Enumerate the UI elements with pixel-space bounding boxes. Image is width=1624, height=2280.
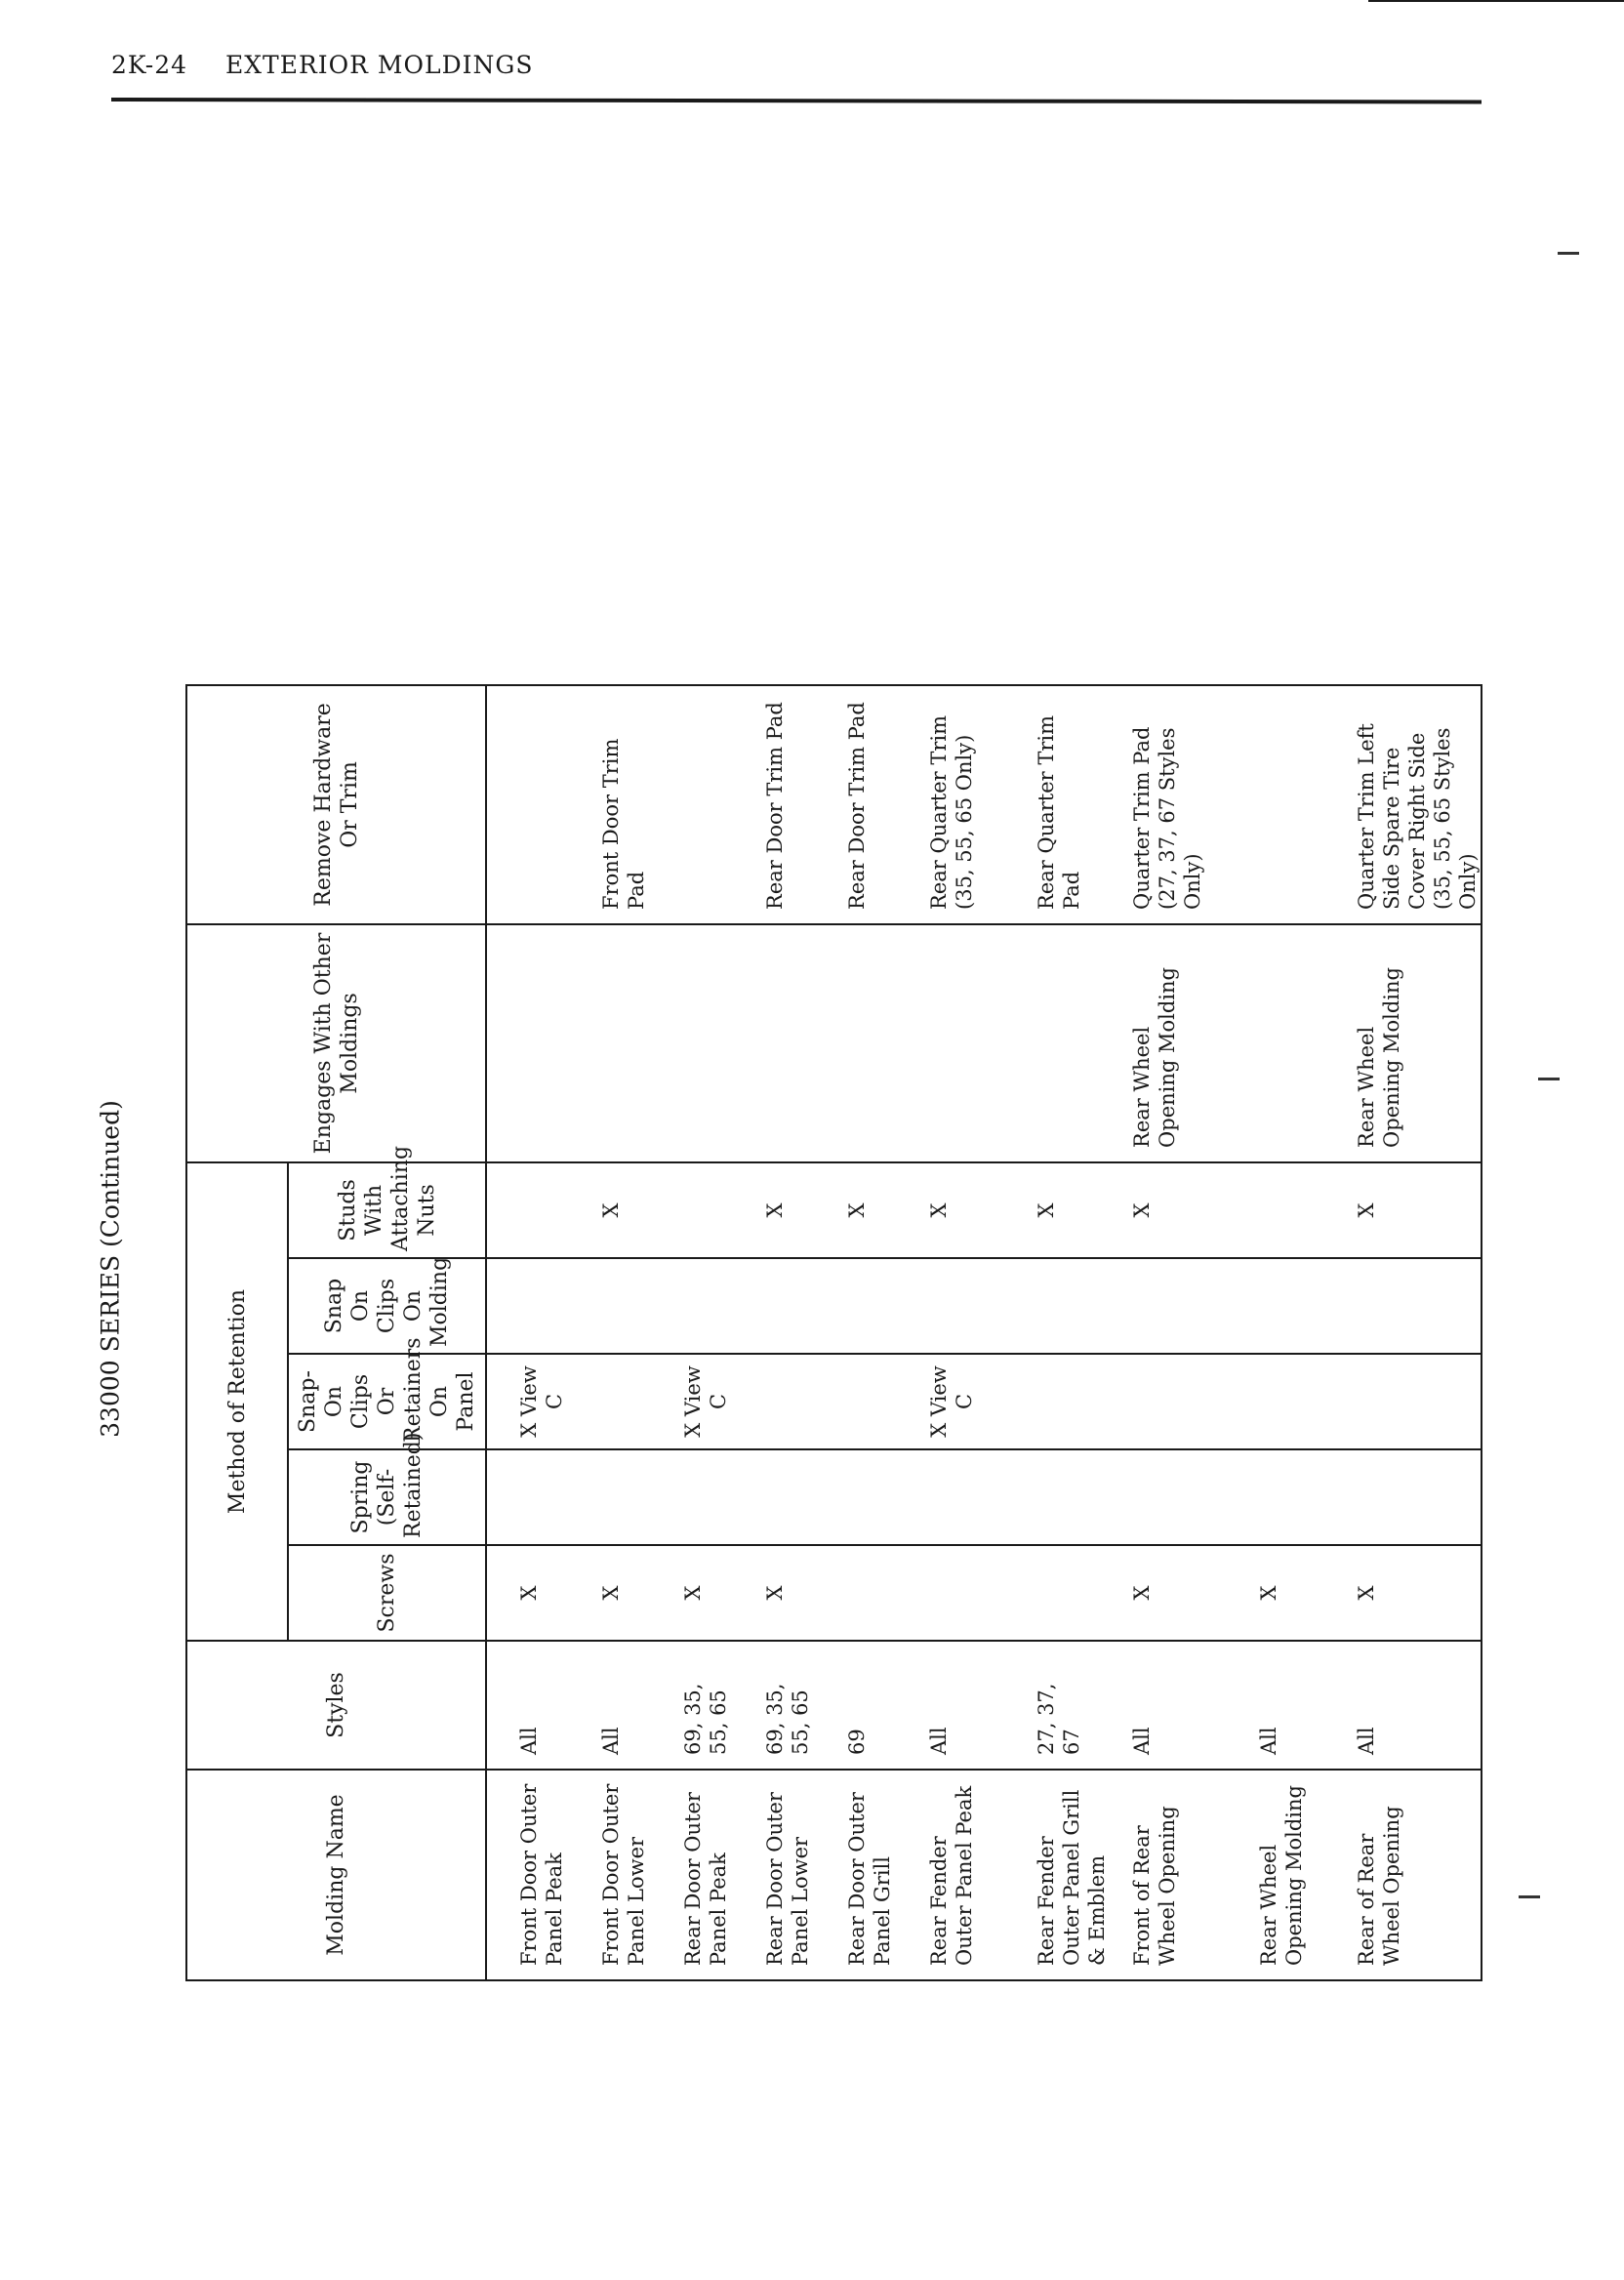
styles: All [486,1641,579,1770]
remove: Quarter Trim Left Side Spare Tire Cover Right Side (35, 55, 65 Styles Only) [1334,685,1482,924]
screws-mark: X [1237,1545,1334,1641]
studs-mark: X [1110,1162,1237,1258]
snap-molding-mark [1334,1258,1482,1354]
snap-molding-mark [743,1258,825,1354]
table-row [743,685,825,1980]
snap-molding-mark [1237,1258,1334,1354]
table-row [907,685,1014,1980]
snap-panel-mark [579,1354,661,1449]
screws-mark: X [486,1545,579,1641]
spring-mark [486,1449,579,1545]
styles: All [579,1641,661,1770]
studs-mark: X [743,1162,825,1258]
spring-mark [579,1449,661,1545]
table-row [825,685,907,1980]
table-row [579,685,661,1980]
spring-mark [1237,1449,1334,1545]
studs-mark: X [1014,1162,1110,1258]
section-title: EXTERIOR MOLDINGS [224,51,534,79]
studs-mark: X [1334,1162,1482,1258]
screws-mark: X [1334,1545,1482,1641]
engages [486,924,579,1162]
snap-panel-mark [1110,1354,1237,1449]
snap-panel-mark [1334,1354,1482,1449]
engages [907,924,1014,1162]
molding-name: Rear of Rear Wheel Opening [1334,1770,1482,1980]
remove: Front Door Trim Pad [579,685,661,924]
snap-molding-mark [579,1258,661,1354]
engages [1237,924,1334,1162]
remove [1237,685,1334,924]
col-header-molding-name: Molding Name [186,1770,486,1980]
spring-mark [1014,1449,1110,1545]
col-header-remove: Remove Hardware Or Trim [186,685,486,924]
remove: Quarter Trim Pad (27, 37, 67 Styles Only) [1110,685,1237,924]
engages [661,924,743,1162]
snap-molding-mark [1014,1258,1110,1354]
molding-name: Front Door Outer Panel Lower [579,1770,661,1980]
edge-mark [1558,252,1579,255]
studs-mark [661,1162,743,1258]
remove: Rear Quarter Trim Pad [1014,685,1110,924]
spring-mark [1334,1449,1482,1545]
col-header-studs: Studs With Attaching Nuts [288,1162,486,1258]
styles: All [1237,1641,1334,1770]
screws-mark: X [1110,1545,1237,1641]
snap-panel-mark [1237,1354,1334,1449]
col-header-styles: Styles [186,1641,486,1770]
molding-name: Rear Door Outer Panel Peak [661,1770,743,1980]
edge-mark [1538,1078,1560,1080]
snap-panel-mark: X View C [907,1354,1014,1449]
screws-mark: X [743,1545,825,1641]
screws-mark [907,1545,1014,1641]
snap-molding-mark [1110,1258,1237,1354]
snap-molding-mark [907,1258,1014,1354]
table-row [486,685,579,1980]
spring-mark [1110,1449,1237,1545]
snap-molding-mark [825,1258,907,1354]
remove [661,685,743,924]
snap-panel-mark [1014,1354,1110,1449]
studs-mark [486,1162,579,1258]
spring-mark [661,1449,743,1545]
snap-panel-mark [825,1354,907,1449]
page-number: 2K-24 [111,51,188,79]
engages [1014,924,1110,1162]
molding-name: Rear Fender Outer Panel Peak [907,1770,1014,1980]
remove [486,685,579,924]
col-header-engages: Engages With Other Moldings [186,924,486,1162]
table-row [1334,685,1482,1980]
snap-panel-mark [743,1354,825,1449]
screws-mark: X [579,1545,661,1641]
styles: 69, 35, 55, 65 [661,1641,743,1770]
rotated-table-container [185,0,1481,1981]
col-header-snap-on-panel: Snap-On Clips Or Retainers On Panel [288,1354,486,1449]
engages: Rear Wheel Opening Molding [1110,924,1237,1162]
studs-mark: X [579,1162,661,1258]
remove: Rear Door Trim Pad [825,685,907,924]
molding-name: Rear Door Outer Panel Lower [743,1770,825,1980]
table-row [1014,685,1110,1980]
table-title: 33000 SERIES (Continued) [96,1100,125,1438]
styles: 69, 35, 55, 65 [743,1641,825,1770]
snap-molding-mark [486,1258,579,1354]
engages [743,924,825,1162]
table-row [661,685,743,1980]
molding-table [185,684,1482,1981]
studs-mark: X [825,1162,907,1258]
remove: Rear Door Trim Pad [743,685,825,924]
edge-mark [1519,1895,1540,1898]
molding-name: Rear Door Outer Panel Grill [825,1770,907,1980]
styles: All [1110,1641,1237,1770]
snap-panel-mark: X View C [486,1354,579,1449]
styles: 69 [825,1641,907,1770]
molding-name: Rear Wheel Opening Molding [1237,1770,1334,1980]
table-row [1237,685,1334,1980]
col-header-snap-on-molding: Snap On Clips On Molding [288,1258,486,1354]
engages: Rear Wheel Opening Molding [1334,924,1482,1162]
screws-mark [825,1545,907,1641]
table-row [1110,685,1237,1980]
remove: Rear Quarter Trim (35, 55, 65 Only) [907,685,1014,924]
studs-mark [1237,1162,1334,1258]
col-header-screws: Screws [288,1545,486,1641]
col-header-method-of-retention: Method of Retention [186,1162,288,1641]
styles: 27, 37, 67 [1014,1641,1110,1770]
molding-name: Front of Rear Wheel Opening [1110,1770,1237,1980]
snap-molding-mark [661,1258,743,1354]
styles: All [907,1641,1014,1770]
engages [825,924,907,1162]
spring-mark [825,1449,907,1545]
studs-mark: X [907,1162,1014,1258]
molding-name: Rear Fender Outer Panel Grill & Emblem [1014,1770,1110,1980]
spring-mark [743,1449,825,1545]
screws-mark [1014,1545,1110,1641]
molding-name: Front Door Outer Panel Peak [486,1770,579,1980]
spring-mark [907,1449,1014,1545]
col-header-spring: Spring (Self-Retained) [288,1449,486,1545]
engages [579,924,661,1162]
snap-panel-mark: X View C [661,1354,743,1449]
screws-mark: X [661,1545,743,1641]
styles: All [1334,1641,1482,1770]
